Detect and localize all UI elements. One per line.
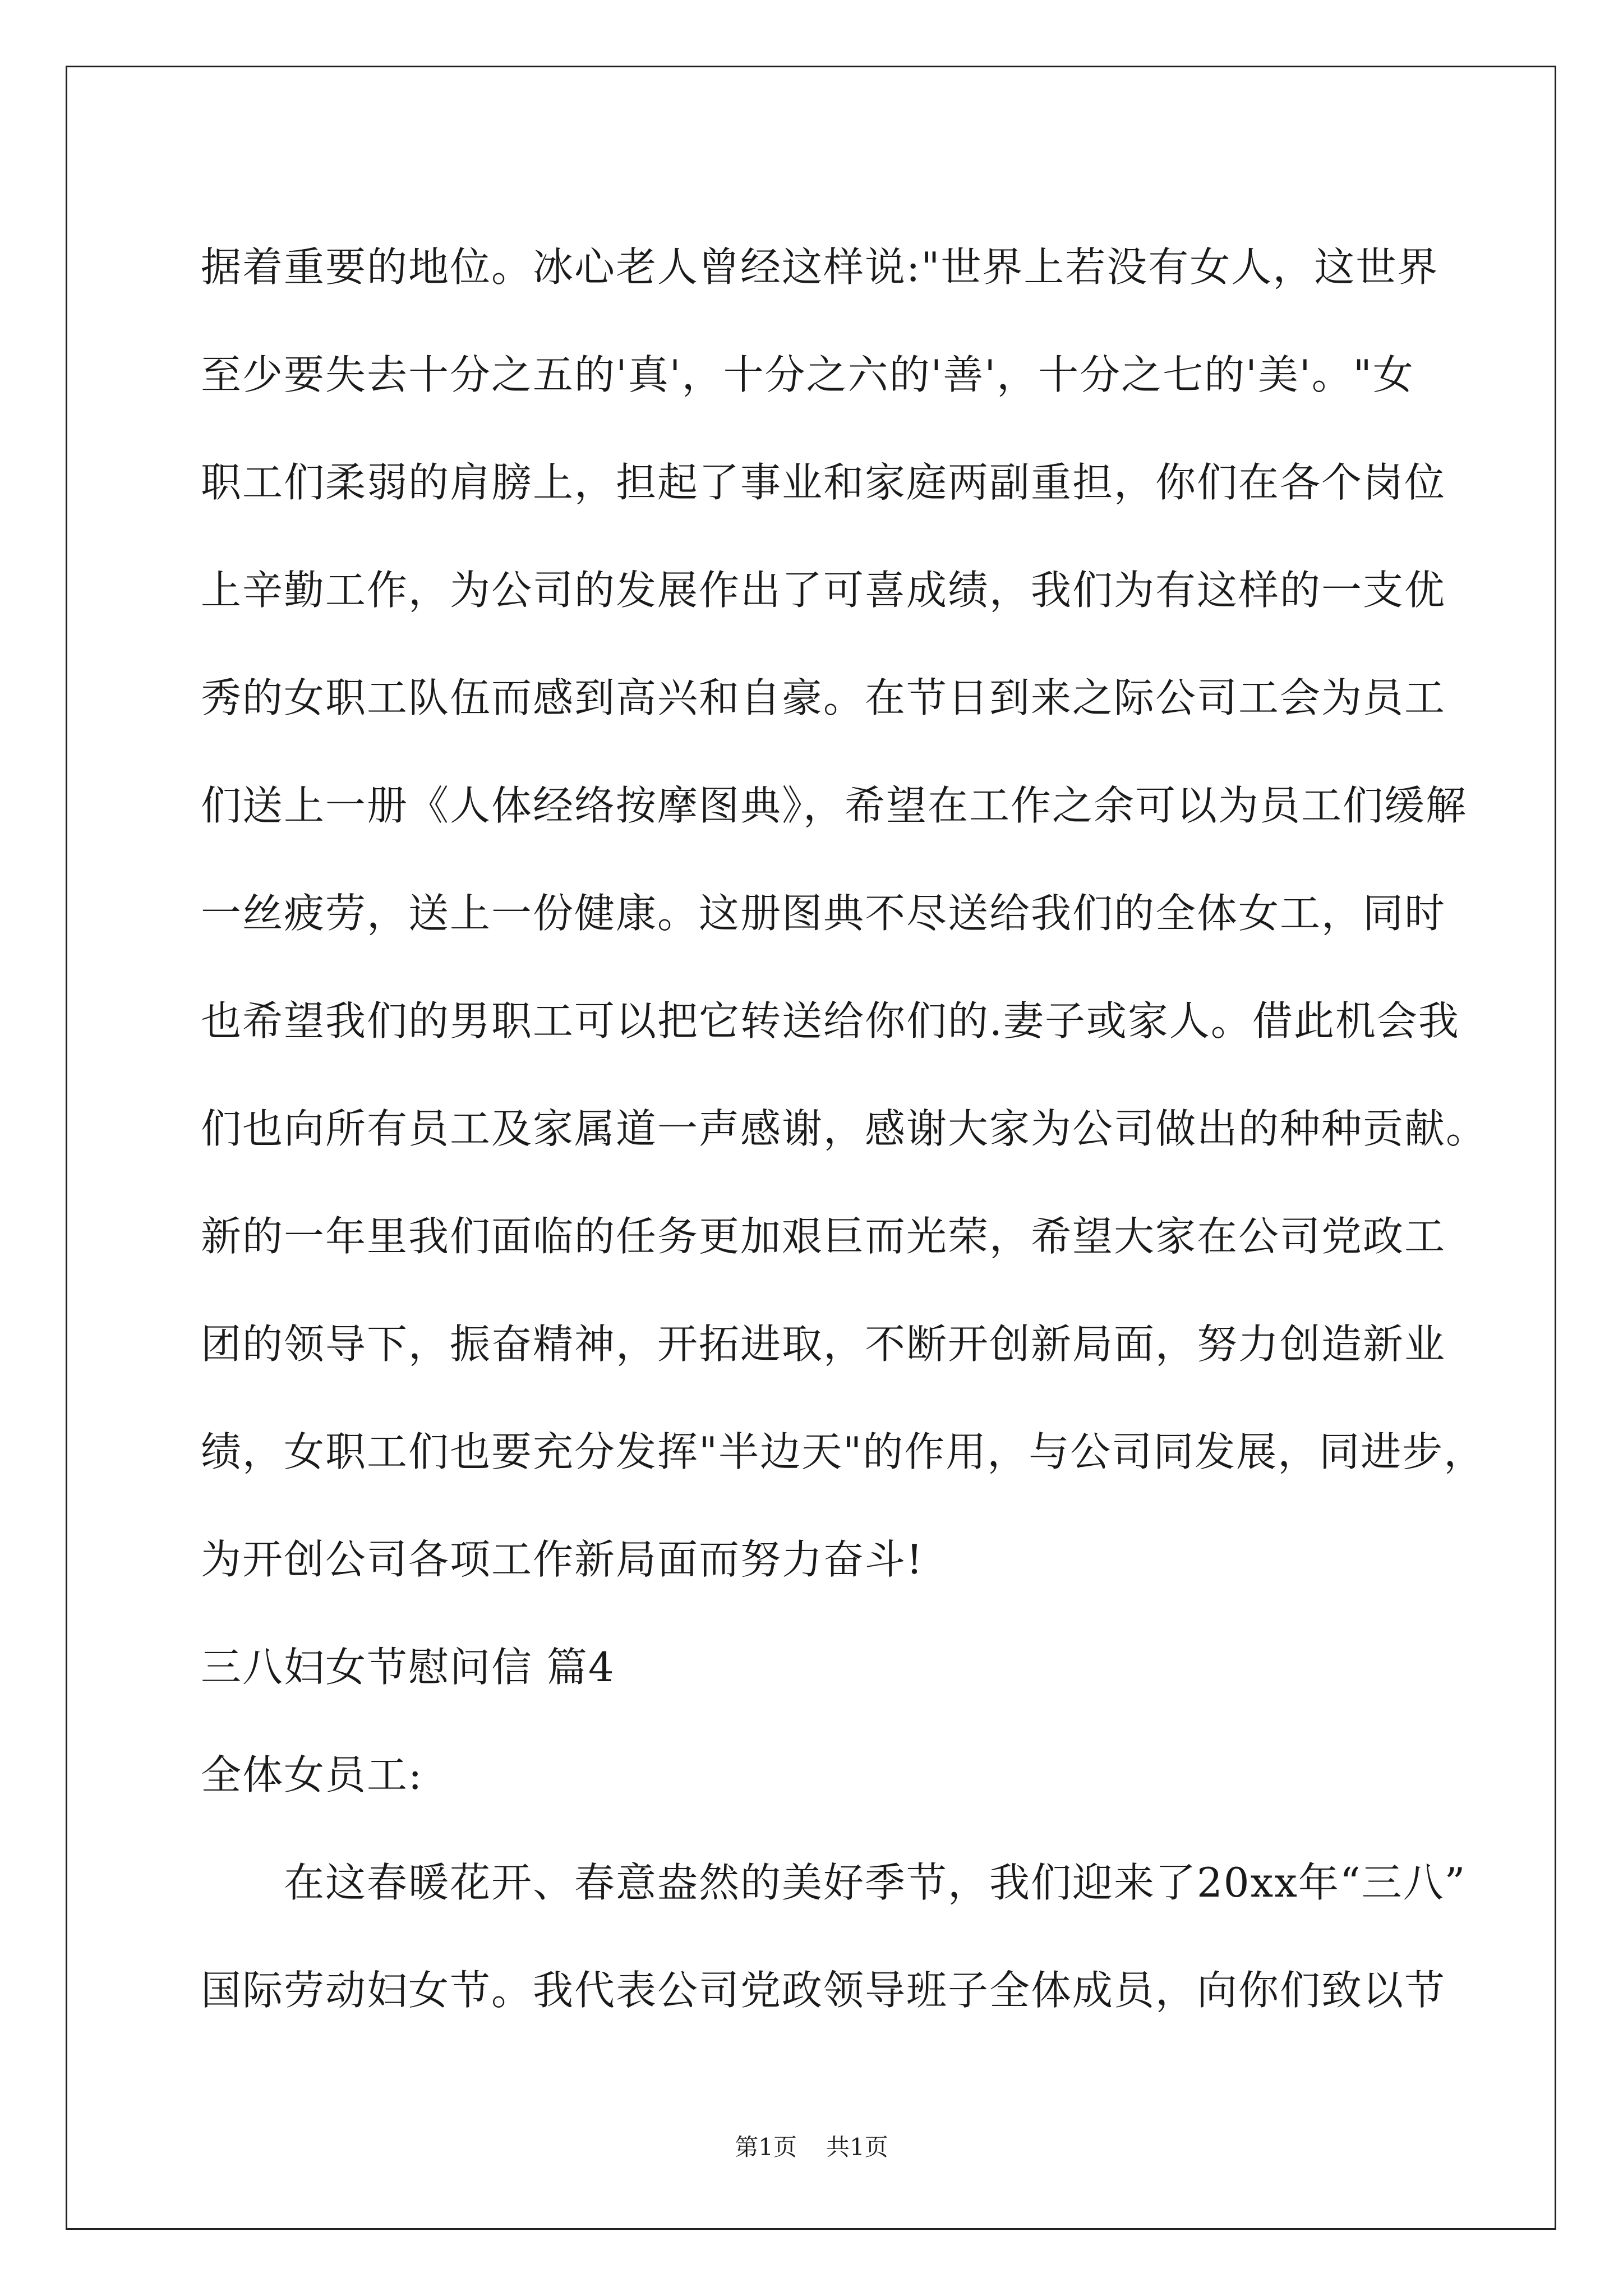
text-line: 为开创公司各项工作新局面而努力奋斗! [201, 1536, 924, 1583]
page-number: 第1页 [735, 2133, 797, 2161]
text-line: 据着重要的地位。冰心老人曾经这样说:"世界上若没有女人，这世界 [201, 243, 1439, 291]
text-line: 国际劳动妇女节。我代表公司党政领导班子全体成员，向你们致以节 [201, 1967, 1446, 2014]
text-line: 们送上一册《人体经络按摩图典》，希望在工作之余可以为员工们缓解 [201, 782, 1468, 829]
text-line: 秀的女职工队伍而感到高兴和自豪。在节日到来之际公司工会为员工 [201, 674, 1446, 721]
text-line: 们也向所有员工及家属道一声感谢，感谢大家为公司做出的种种贡献。 [201, 1105, 1488, 1152]
text-line: 职工们柔弱的肩膀上，担起了事业和家庭两副重担，你们在各个岗位 [201, 459, 1446, 506]
salutation: 全体女员工: [201, 1751, 423, 1798]
text-line: 新的一年里我们面临的任务更加艰巨而光荣，希望大家在公司党政工 [201, 1213, 1446, 1260]
text-line: 至少要失去十分之五的'真'，十分之六的'善'，十分之七的'美'。"女 [201, 351, 1414, 398]
section-heading: 三八妇女节慰问信 篇4 [201, 1644, 615, 1691]
text-line: 团的领导下，振奋精神，开拓进取，不断开创新局面，努力创造新业 [201, 1320, 1446, 1368]
paragraph-first-line: 在这春暖花开、春意盎然的美好季节，我们迎来了20xx年“三八” [284, 1859, 1467, 1906]
text-line: 上辛勤工作，为公司的发展作出了可喜成绩，我们为有这样的一支优 [201, 567, 1446, 614]
page-total: 共1页 [826, 2133, 888, 2161]
text-line: 一丝疲劳，送上一份健康。这册图典不尽送给我们的全体女工，同时 [201, 890, 1446, 937]
text-line: 也希望我们的男职工可以把它转送给你们的.妻子或家人。借此机会我 [201, 997, 1460, 1045]
document-body [201, 213, 1488, 2044]
page-footer [0, 2129, 1623, 2162]
text-line: 绩，女职工们也要充分发挥"半边天"的作用，与公司同发展，同进步， [201, 1428, 1486, 1475]
